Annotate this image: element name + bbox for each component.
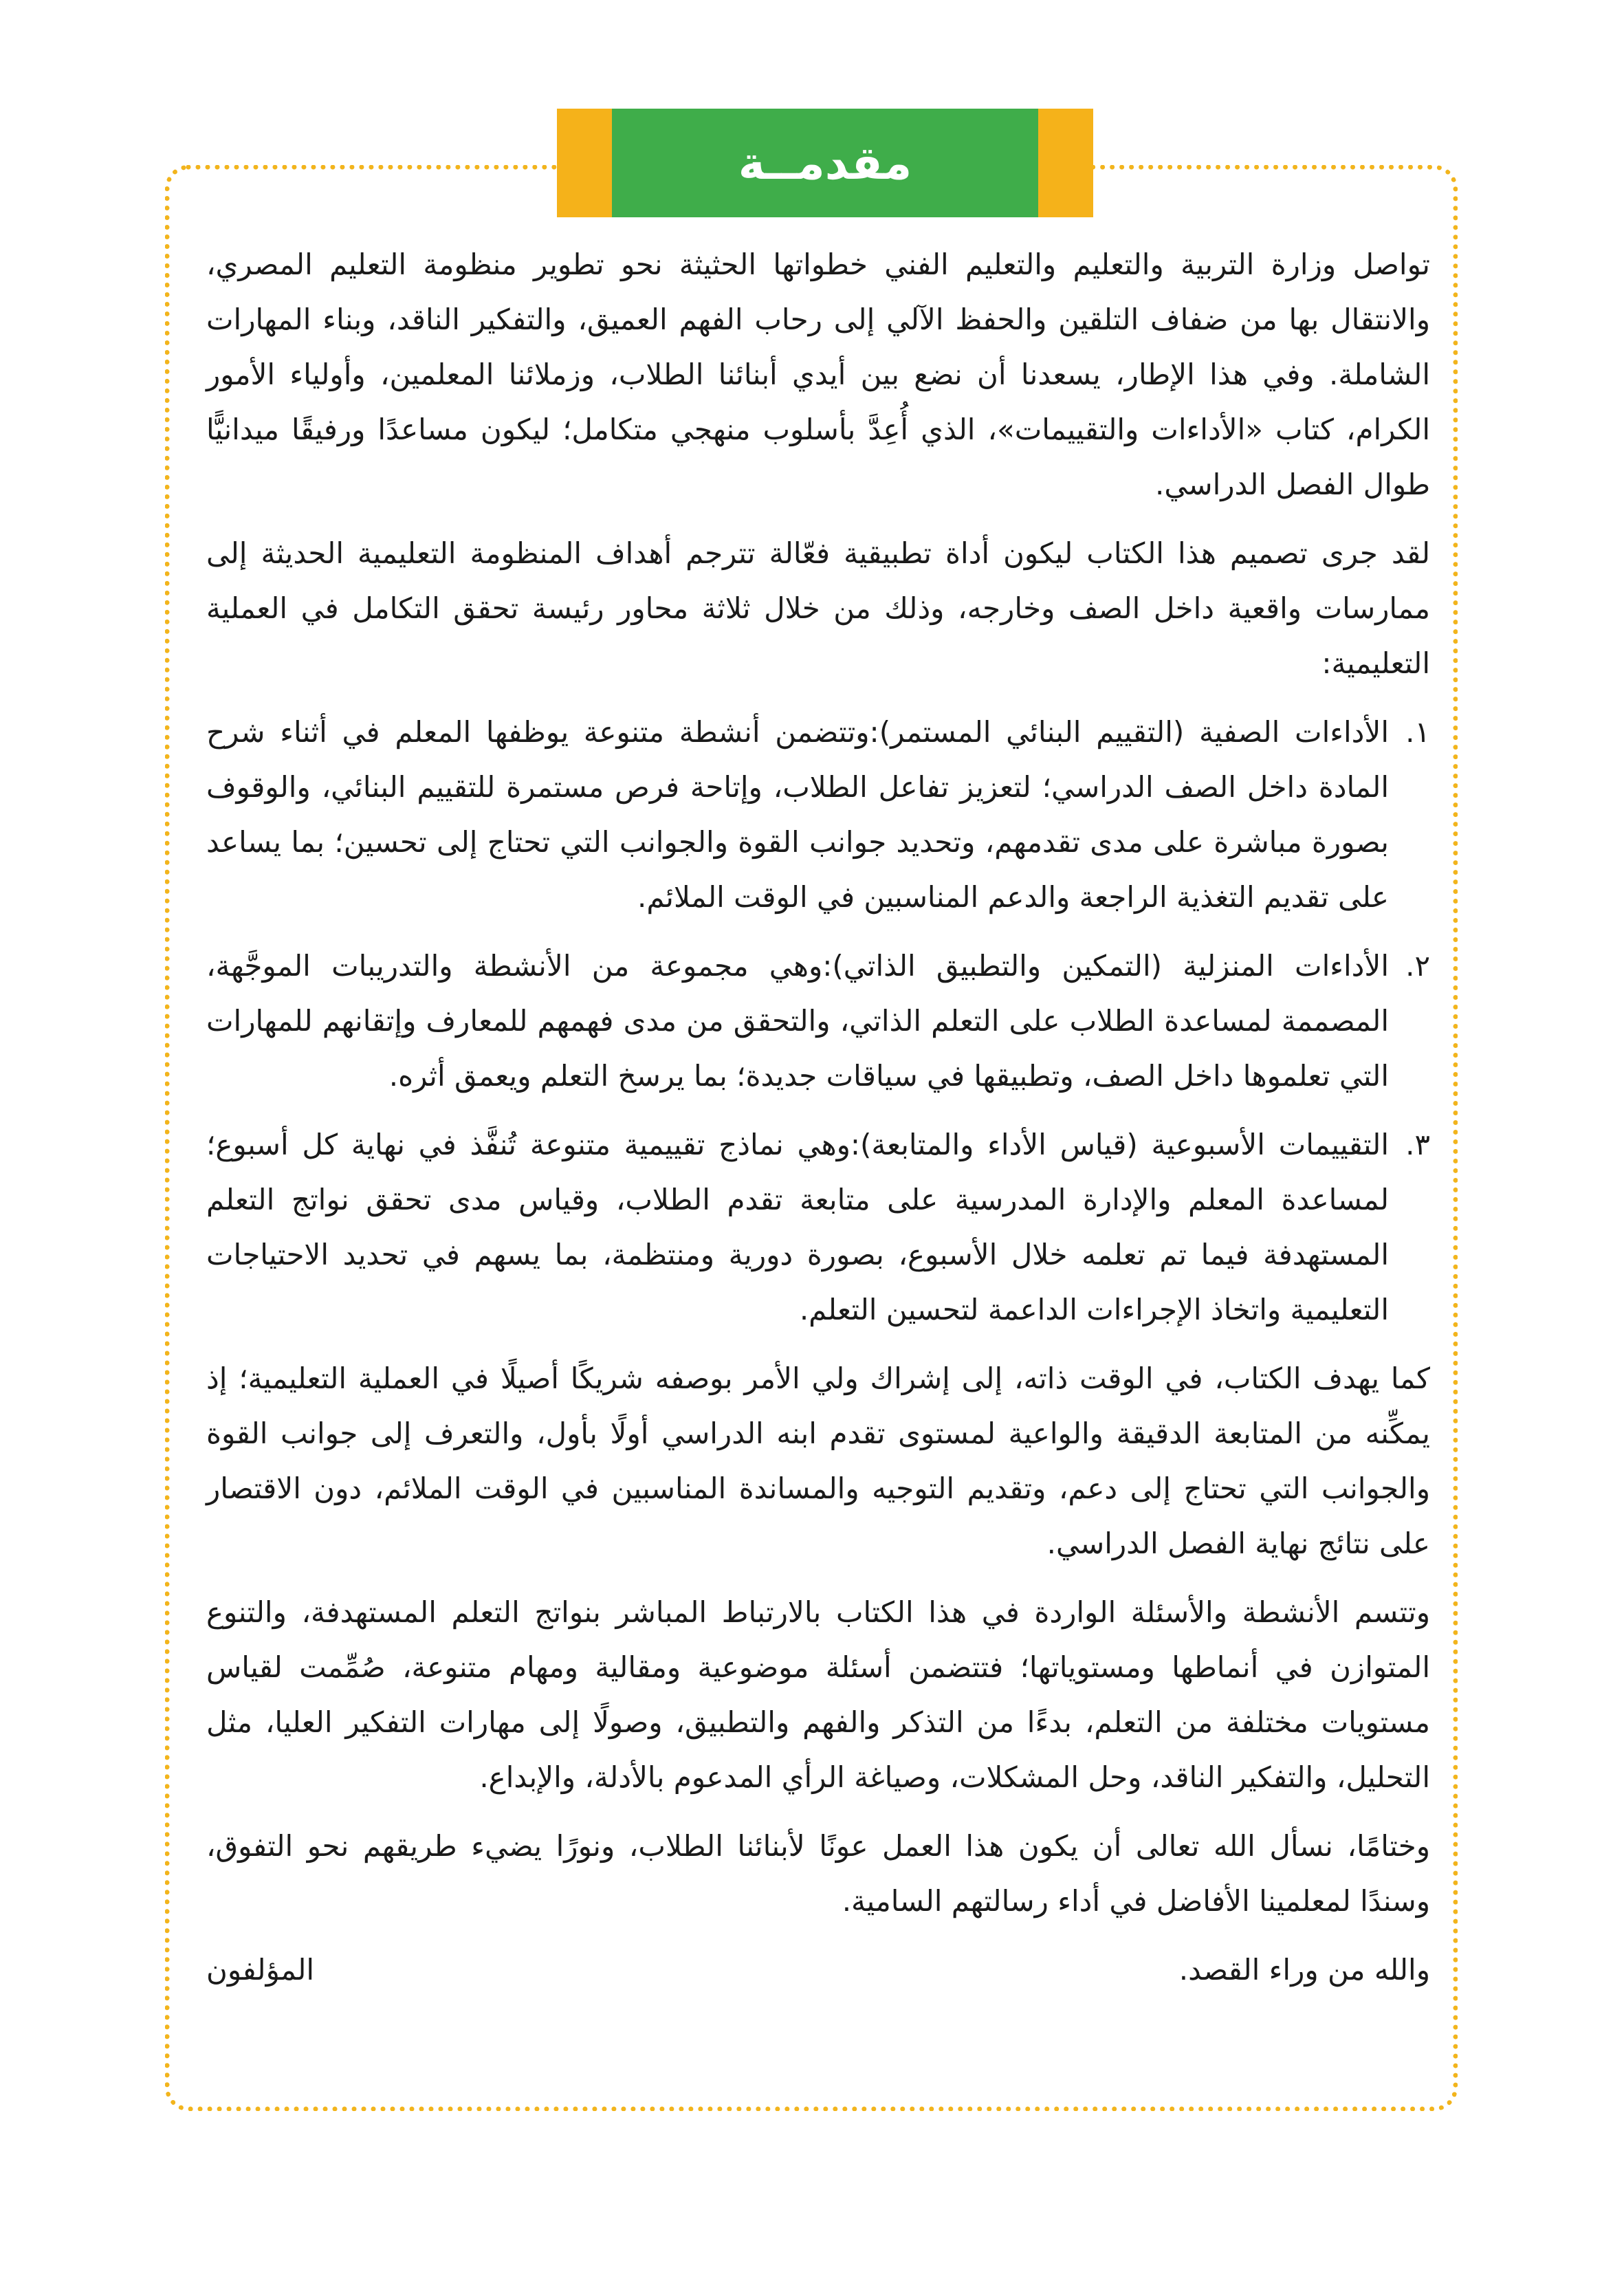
- banner-right-accent: [1038, 109, 1093, 217]
- introduction-body: [206, 237, 1430, 1998]
- page-title: مقدمــة: [738, 136, 912, 190]
- list-item-number: ٢.: [1405, 949, 1430, 983]
- closing-paragraph-2: وتتسم الأنشطة والأسئلة الواردة في هذا الكتاب بالارتباط المباشر بنواتج التعلم المستهدفة، والتنوع المتوازن في أنماطها ومستوياتها؛ فتتضمن أسئلة موضوعية ومقالية ومهام متنوعة، صُمِّمت لقياس مستويات مختلفة من التعلم، بدءًا من التذكر والفهم والتطبيق، وصولًا إلى مهارات التفكير العليا، مثل التحليل، والتفكير الناقد، وحل المشكلات، وصياغة الرأي المدعوم بالأدلة، والإبداع.: [206, 1595, 1430, 1794]
- list-item-text: الأداءات الصفية (التقييم البنائي المستمر):وتتضمن أنشطة متنوعة يوظفها المعلم في أثناء شرح المادة داخل الصف الدراسي؛ لتعزيز تفاعل الطلاب، وإتاحة فرص مستمرة للتقييم البنائي، والوقوف بصورة مباشرة على مدى تقدمهم، وتحديد جوانب القوة والجوانب التي تحتاج إلى تحسين؛ بما يساعد على تقديم التغذية الراجعة والدعم المناسبين في الوقت الملائم.: [206, 715, 1389, 914]
- list-item: [206, 939, 1430, 1104]
- signature-row: [206, 1943, 1430, 1998]
- banner-center: [612, 109, 1038, 217]
- list-item-text: الأداءات المنزلية (التمكين والتطبيق الذاتي):وهي مجموعة من الأنشطة والتدريبات الموجَّهة، المصممة لمساعدة الطلاب على التعلم الذاتي، والتحقق من مدى فهمهم للمعارف وإتقانهم للمهارات التي تعلموها داخل الصف، وتطبيقها في سياقات جديدة؛ بما يرسخ التعلم ويعمق أثره.: [206, 949, 1389, 1093]
- closing-paragraph-3: وختامًا، نسأل الله تعالى أن يكون هذا العمل عونًا لأبنائنا الطلاب، ونورًا يضيء طريقهم نحو التفوق، وسندًا لمعلمينا الأفاضل في أداء رسالتهم السامية.: [206, 1829, 1430, 1918]
- list-item-number: ٣.: [1405, 1128, 1430, 1161]
- closing-paragraph-1: كما يهدف الكتاب، في الوقت ذاته، إلى إشراك ولي الأمر بوصفه شريكًا أصيلًا في العملية التعليمية؛ إذ يمكِّنه من المتابعة الدقيقة والواعية لمستوى تقدم ابنه الدراسي أولًا بأول، والتعرف إلى جوانب القوة والجوانب التي تحتاج إلى دعم، وتقديم التوجيه والمساندة المناسبين في الوقت الملائم، دون الاقتصار على نتائج نهاية الفصل الدراسي.: [206, 1362, 1430, 1560]
- intro-paragraph-2: لقد جرى تصميم هذا الكتاب ليكون أداة تطبيقية فعّالة تترجم أهداف المنظومة التعليمية الحديثة إلى ممارسات واقعية داخل الصف وخارجه، وذلك من خلال ثلاثة محاور رئيسة تحقق التكامل في العملية التعليمية:: [206, 536, 1430, 680]
- title-banner: [557, 109, 1093, 217]
- list-item: [206, 705, 1430, 925]
- banner-left-accent: [557, 109, 612, 217]
- closing-line: والله من وراء القصد.: [1178, 1953, 1430, 1987]
- list-item-number: ١.: [1405, 715, 1430, 749]
- intro-paragraph-1: تواصل وزارة التربية والتعليم والتعليم الفني خطواتها الحثيثة نحو تطوير منظومة التعليم المصري، والانتقال بها من ضفاف التلقين والحفظ الآلي إلى رحاب الفهم العميق، والتفكير الناقد، وبناء المهارات الشاملة. وفي هذا الإطار، يسعدنا أن نضع بين أيدي أبنائنا الطلاب، وزملائنا المعلمين، وأولياء الأمور الكرام، كتاب «الأداءات والتقييمات»، الذي أُعِدَّ بأسلوب منهجي متكامل؛ ليكون مساعدًا ورفيقًا ميدانيًّا طوال الفصل الدراسي.: [206, 248, 1430, 501]
- authors-signature: المؤلفون: [206, 1953, 315, 1987]
- list-item: [206, 1117, 1430, 1337]
- list-item-text: التقييمات الأسبوعية (قياس الأداء والمتابعة):وهي نماذج تقييمية متنوعة تُنفَّذ في نهاية كل أسبوع؛ لمساعدة المعلم والإدارة المدرسية على متابعة تقدم الطلاب، وقياس مدى تحقق نواتج التعلم المستهدفة فيما تم تعلمه خلال الأسبوع، بصورة دورية ومنتظمة، بما يسهم في تحديد الاحتياجات التعليمية واتخاذ الإجراءات الداعمة لتحسين التعلم.: [206, 1128, 1389, 1326]
